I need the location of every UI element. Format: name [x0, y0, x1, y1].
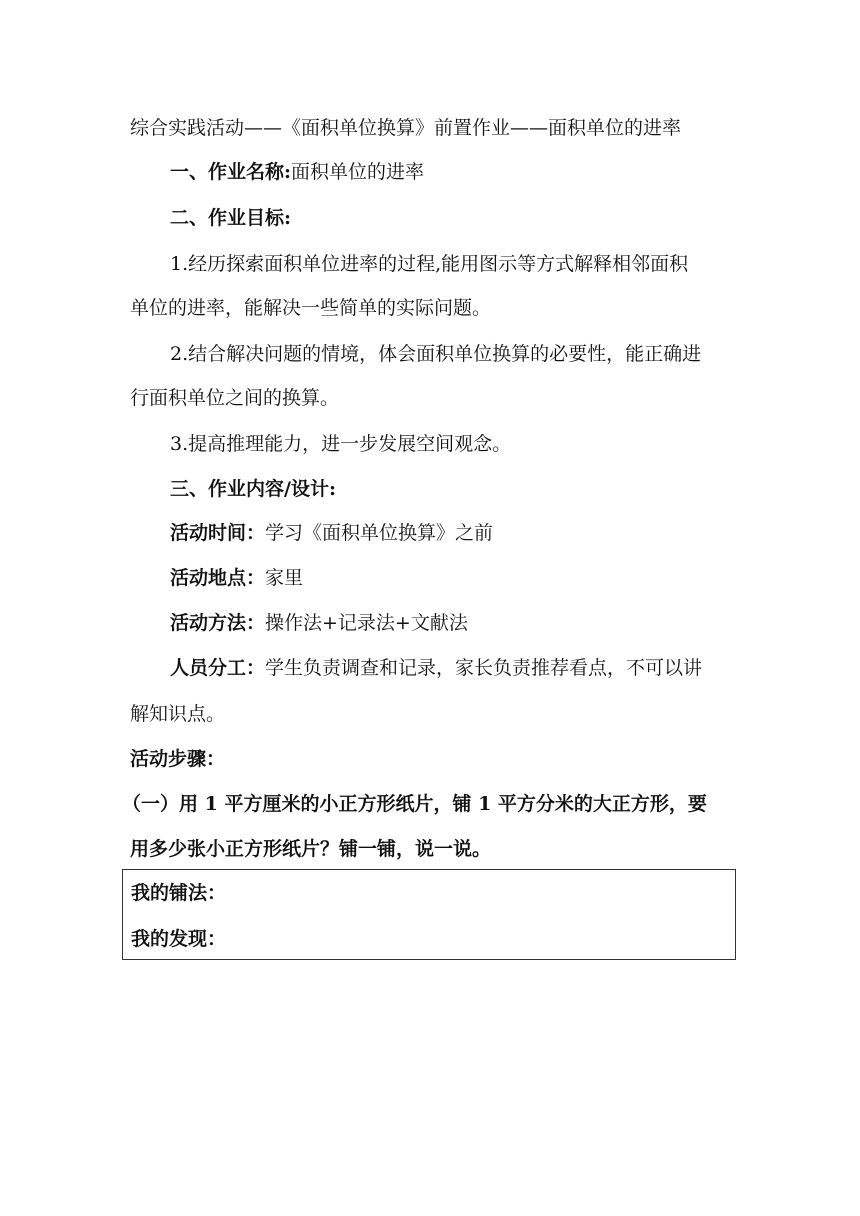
my-method-label: 我的铺法：: [131, 882, 227, 904]
activity-method-label: 活动方法：: [170, 612, 266, 634]
activity-method-value: 操作法+记录法+文献法: [265, 612, 468, 634]
answer-box: [122, 869, 736, 960]
goal-3-line: 3.提高推理能力，进一步发展空间观念。: [170, 433, 512, 455]
step-1-line-2: 用多少张小正方形纸片？铺一铺，说一说。: [130, 838, 492, 860]
document-title: 综合实践活动——《面积单位换算》前置作业——面积单位的进率: [130, 117, 682, 139]
activity-time: [170, 521, 790, 545]
section-name-value: 面积单位的进率: [291, 161, 425, 183]
activity-steps-label: 活动步骤：: [130, 748, 226, 770]
activity-method: [170, 611, 790, 635]
section-name-line: [170, 160, 790, 184]
activity-roles: [170, 656, 790, 680]
goal-2-line-2: 行面积单位之间的换算。: [130, 387, 340, 409]
activity-place-label: 活动地点：: [170, 567, 266, 589]
section-goals-label: 二、作业目标:: [170, 207, 292, 229]
section-name-label: 一、作业名称:: [170, 161, 292, 183]
section-content-label: 三、作业内容/设计:: [170, 478, 336, 500]
activity-time-label: 活动时间：: [170, 522, 266, 544]
activity-roles-label: 人员分工：: [170, 657, 266, 679]
activity-place: [170, 566, 790, 590]
goal-1-line-2: 单位的进率，能解决一些简单的实际问题。: [130, 297, 492, 319]
step-1-line-1: （一）用 1 平方厘米的小正方形纸片，铺 1 平方分米的大正方形，要: [122, 793, 707, 815]
activity-time-value: 学习《面积单位换算》之前: [265, 522, 494, 544]
my-finding-label: 我的发现：: [131, 928, 227, 950]
goal-1-line-1: 1.经历探索面积单位进率的过程,能用图示等方式解释相邻面积: [170, 253, 689, 275]
activity-place-value: 家里: [265, 567, 304, 589]
activity-roles-line-2: 解知识点。: [130, 703, 226, 725]
activity-roles-value-1: 学生负责调查和记录，家长负责推荐看点，不可以讲: [265, 657, 703, 679]
goal-2-line-1: 2.结合解决问题的情境，体会面积单位换算的必要性，能正确进: [170, 343, 702, 365]
